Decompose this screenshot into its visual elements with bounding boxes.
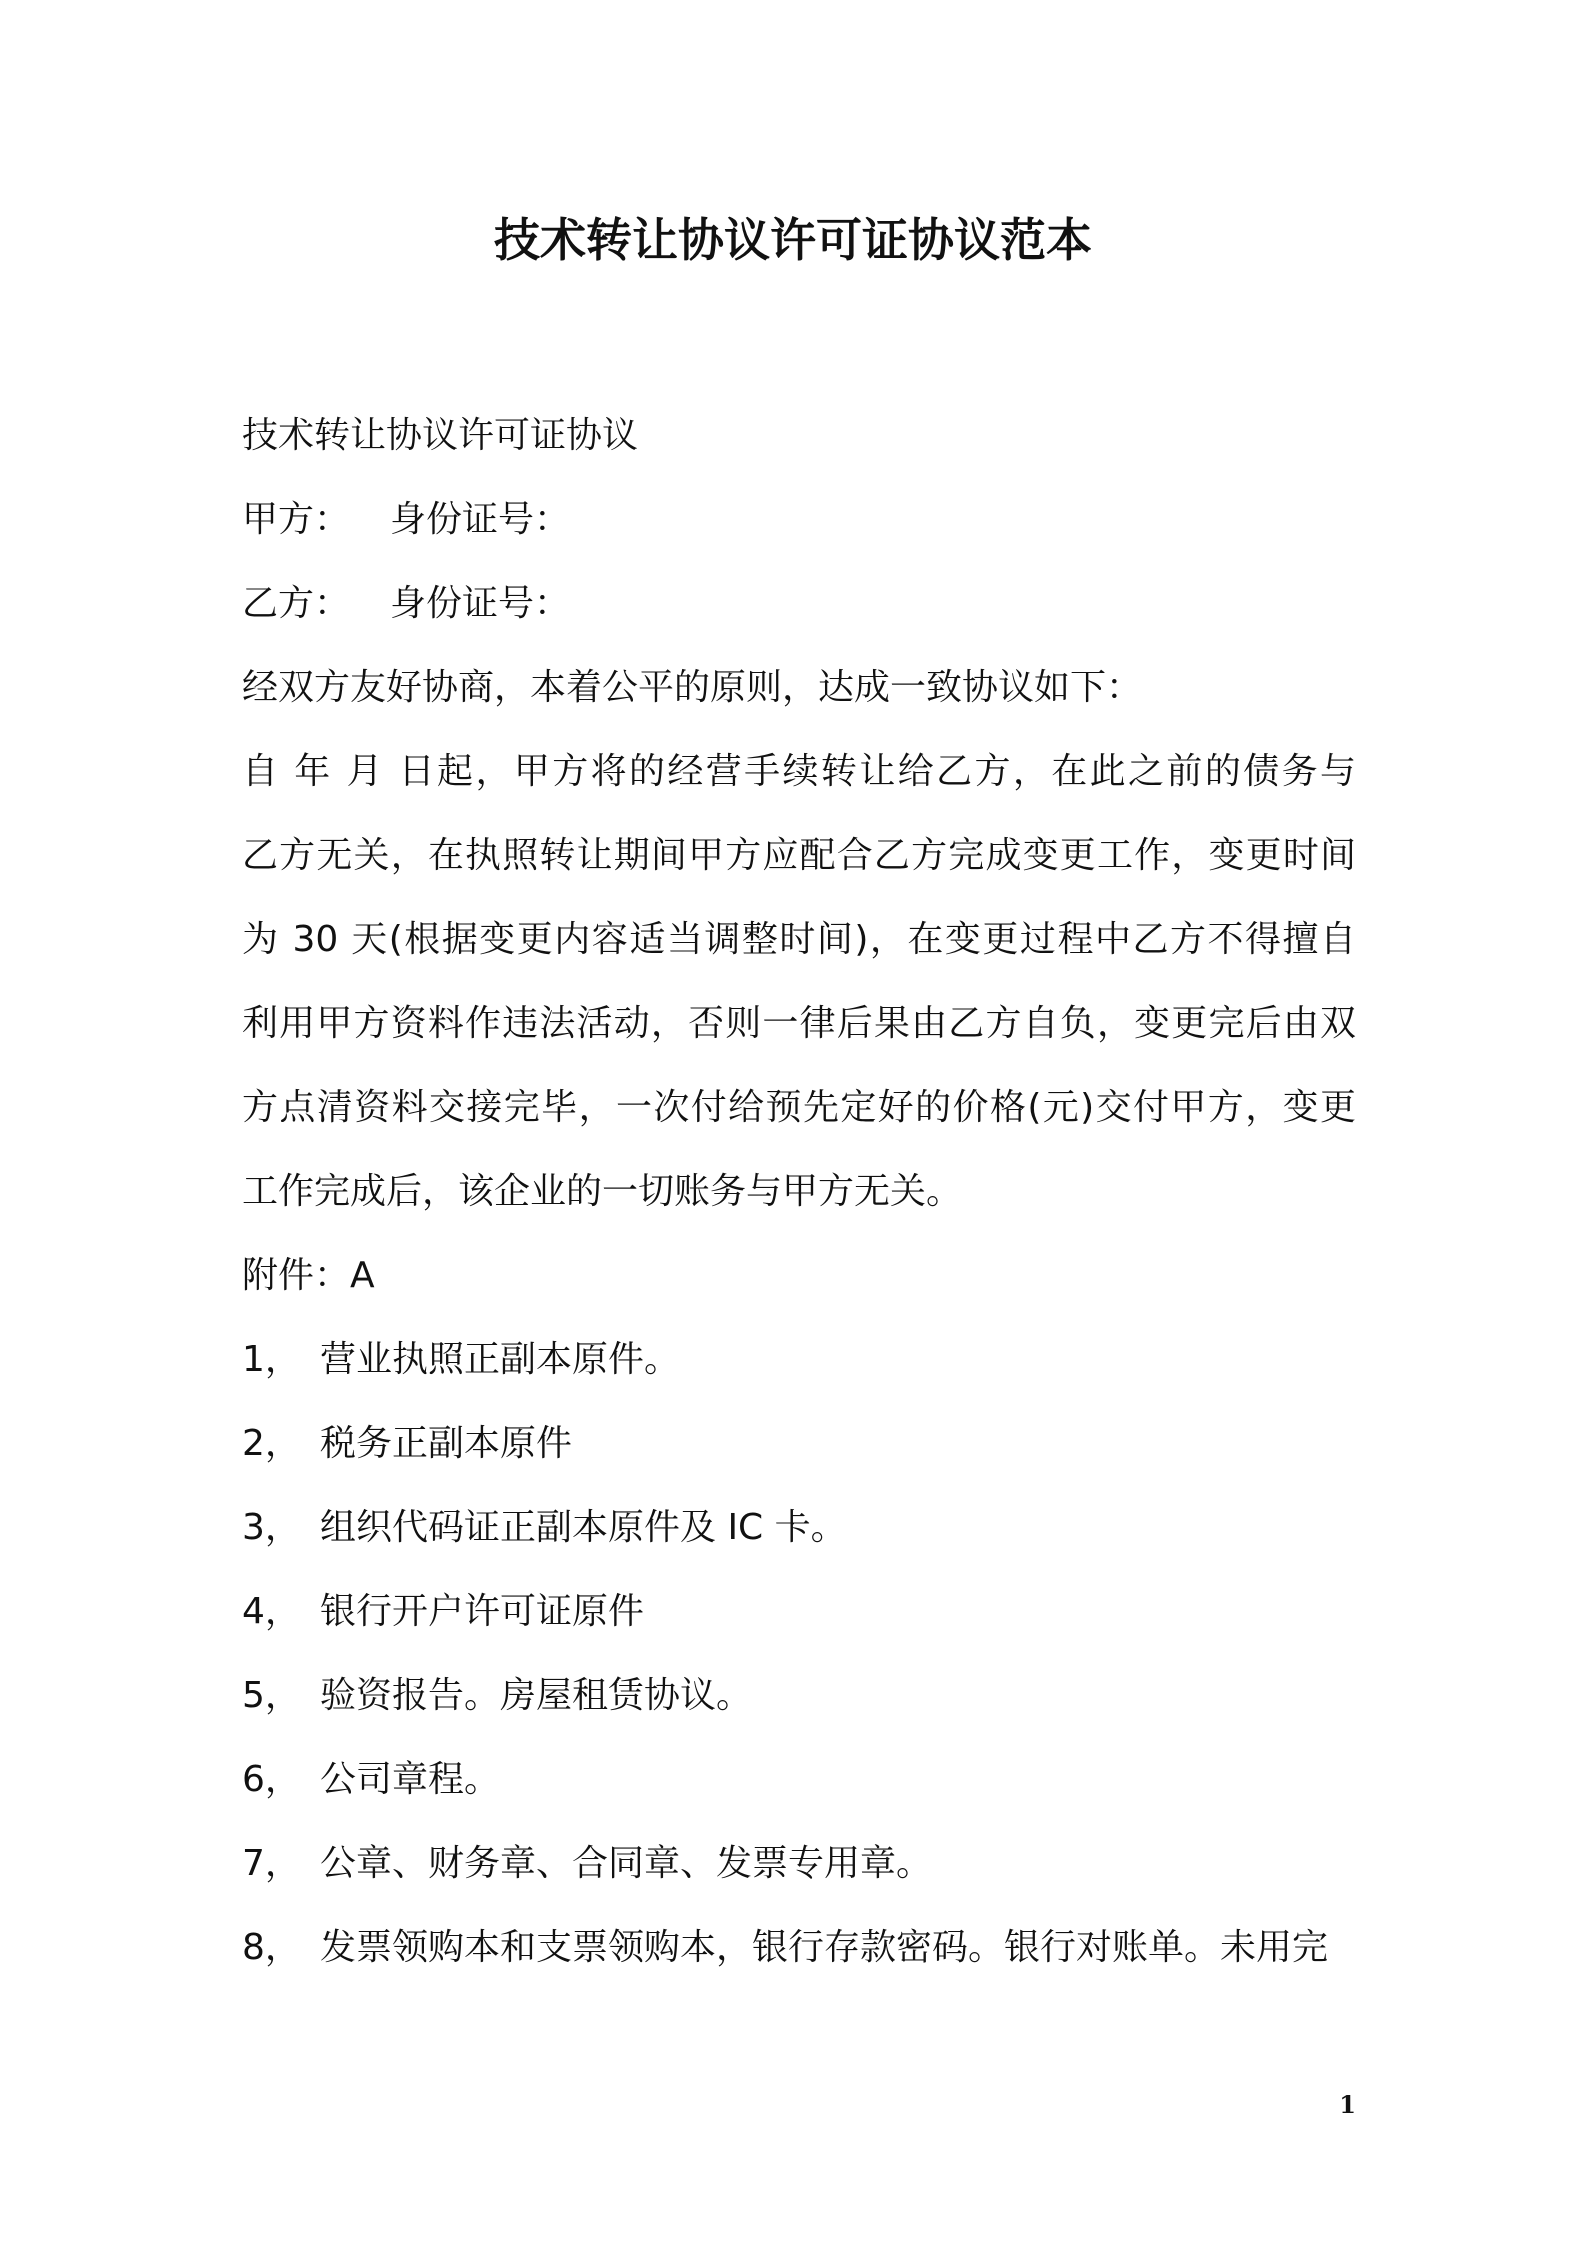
attachment-item: [242, 1504, 1356, 1552]
document-subtitle: 技术转让协议许可证协议: [242, 415, 639, 456]
attachment-number: 8，: [242, 1927, 301, 1968]
attachment-number: 3，: [242, 1507, 301, 1548]
party-a-id-label: 身份证号：: [390, 499, 571, 540]
body-line: 为 30 天(根据变更内容适当调整时间)，在变更过程中乙方不得擅自: [242, 919, 1356, 960]
attachment-text: 税务正副本原件: [320, 1423, 573, 1464]
intro-paragraph: 经双方友好协商，本着公平的原则，达成一致协议如下：: [242, 667, 1143, 708]
party-a-line: [242, 496, 1356, 544]
document-title: 技术转让协议许可证协议范本: [494, 213, 1092, 267]
attachment-text: 验资报告。房屋租赁协议。: [320, 1675, 753, 1716]
body-line: 工作完成后，该企业的一切账务与甲方无关。: [242, 1171, 963, 1212]
attachment-item: [242, 1336, 1356, 1384]
body-line: 利用甲方资料作违法活动，否则一律后果由乙方自负，变更完后由双: [242, 1003, 1356, 1044]
attachment-number: 7，: [242, 1843, 301, 1884]
body-line: 自 年 月 日起，甲方将的经营手续转让给乙方，在此之前的债务与: [242, 751, 1356, 792]
attachment-text: 银行开户许可证原件: [320, 1591, 645, 1632]
attachment-text: 公司章程。: [320, 1759, 501, 1800]
attachment-text: 组织代码证正副本原件及 IC 卡。: [320, 1507, 847, 1548]
attachment-label: 附件：A: [242, 1255, 375, 1296]
party-a-label: 甲方：: [242, 499, 351, 540]
attachment-text: 公章、财务章、合同章、发票专用章。: [320, 1843, 933, 1884]
attachment-text: 发票领购本和支票领购本，银行存款密码。银行对账单。未用完: [320, 1927, 1329, 1968]
attachment-item: [242, 1588, 1356, 1636]
party-b-id-label: 身份证号：: [390, 583, 571, 624]
attachment-item: [242, 1756, 1356, 1804]
attachment-item: [242, 1924, 1356, 1972]
attachment-number: 5，: [242, 1675, 301, 1716]
attachment-item: [242, 1672, 1356, 1720]
party-b-line: [242, 580, 1356, 628]
attachment-number: 1，: [242, 1339, 301, 1380]
attachment-number: 4，: [242, 1591, 301, 1632]
attachment-item: [242, 1840, 1356, 1888]
party-b-label: 乙方：: [242, 583, 351, 624]
attachment-item: [242, 1420, 1356, 1468]
page-number: 1: [1339, 2090, 1356, 2119]
attachment-number: 6，: [242, 1759, 301, 1800]
body-line: 方点清资料交接完毕，一次付给预先定好的价格(元)交付甲方，变更: [242, 1087, 1356, 1128]
body-line: 乙方无关，在执照转让期间甲方应配合乙方完成变更工作，变更时间: [242, 835, 1356, 876]
attachment-number: 2，: [242, 1423, 301, 1464]
attachment-text: 营业执照正副本原件。: [320, 1339, 681, 1380]
